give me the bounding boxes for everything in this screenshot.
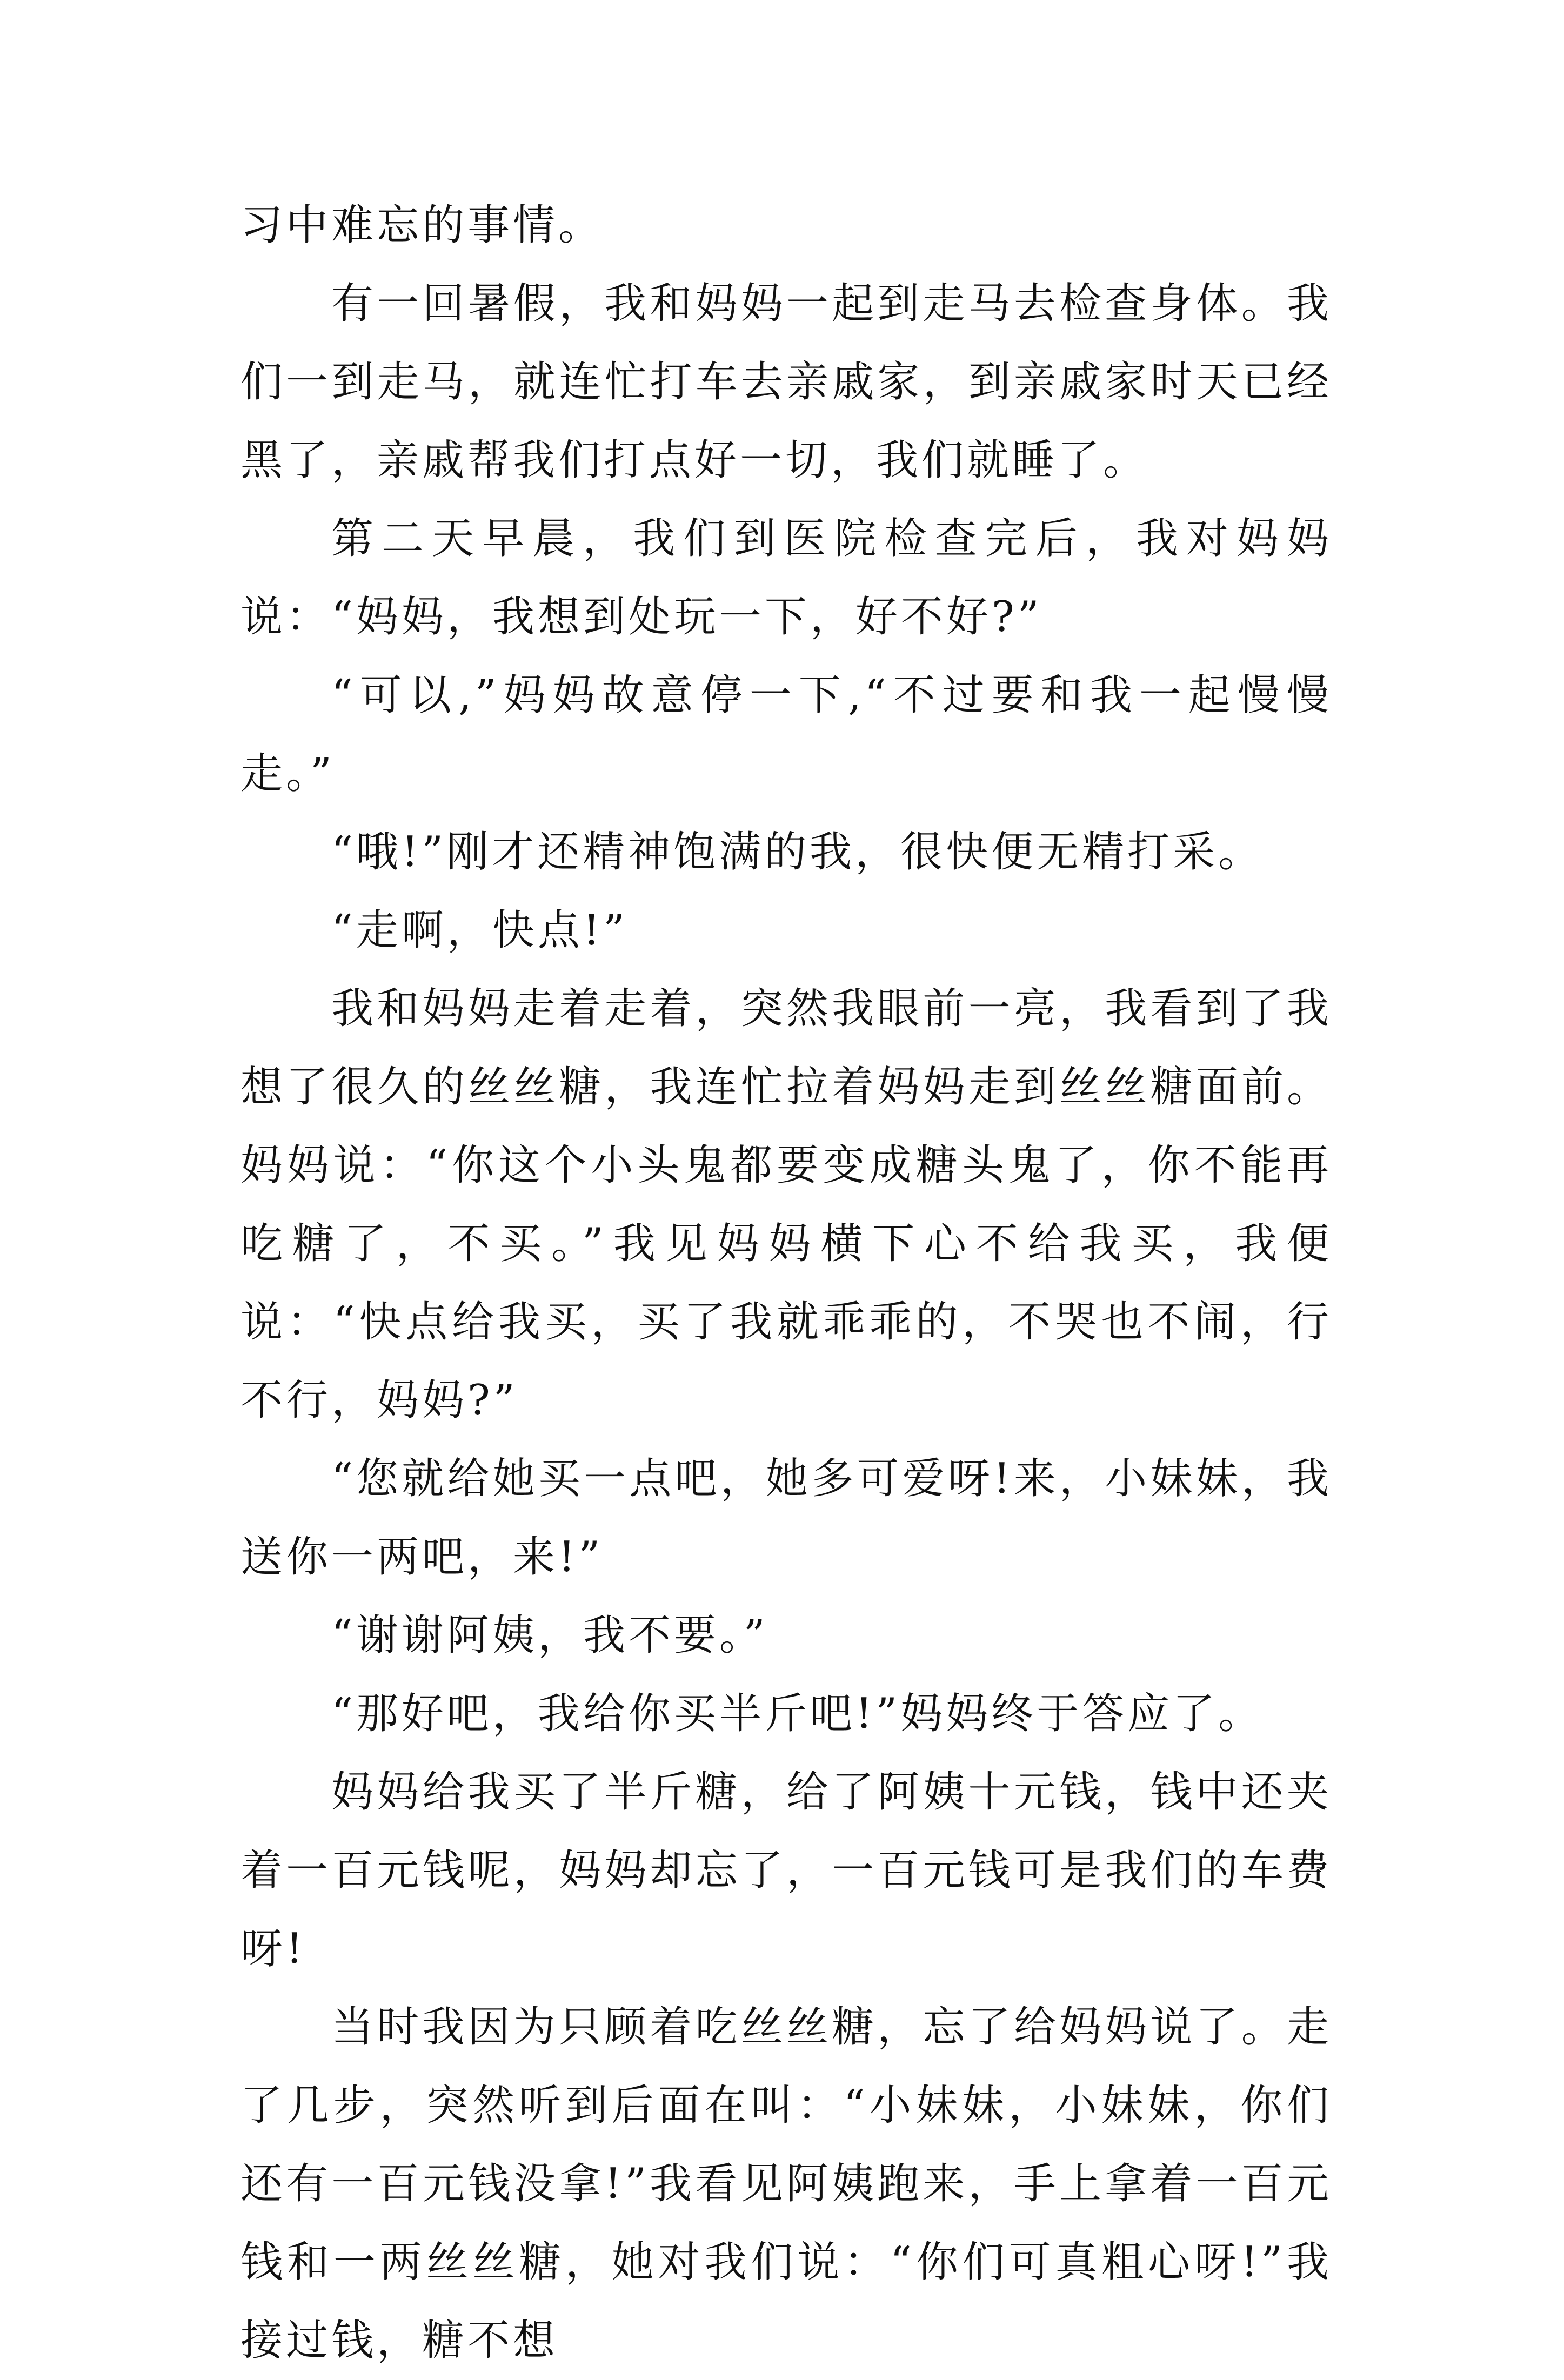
paragraph-7: 我和妈妈走着走着，突然我眼前一亮，我看到了我想了很久的丝丝糖，我连忙拉着妈妈走到丝丝糖面前。妈妈说：“你这个小头鬼都要变成糖头鬼了，你不能再吃糖了，不买。”我见妈妈横下心不给我买，我便说：“快点给我买，买了我就乖乖的，不哭也不闹，行不行，妈妈?” (240, 984, 1332, 1425)
paragraph-5: “哦!”刚才还精神饱满的我，很快便无精打采。 (331, 828, 1264, 876)
paragraph-9: “谢谢阿姨，我不要。” (331, 1611, 768, 1660)
paragraph-3: 第二天早晨，我们到医院检查完后，我对妈妈说：“妈妈，我想到处玩一下，好不好?” (240, 514, 1332, 641)
paragraph-12: 当时我因为只顾着吃丝丝糖，忘了给妈妈说了。走了几步，突然听到后面在叫：“小妹妹，小妹妹，你们还有一百元钱没拿!”我看见阿姨跑来，手上拿着一百元钱和一两丝丝糖，她对我们说：“你们可真粗心呀!”我接过钱，糖不想 (240, 2003, 1332, 2365)
paragraph-1: 习中难忘的事情。 (240, 201, 604, 250)
paragraph-2: 有一回暑假，我和妈妈一起到走马去检查身体。我们一到走马，就连忙打车去亲戚家，到亲戚家时天已经黑了，亲戚帮我们打点好一切，我们就睡了。 (240, 279, 1332, 485)
paragraph-6: “走啊，快点!” (331, 906, 629, 955)
paragraph-4: “可以,”妈妈故意停一下,“不过要和我一起慢慢走。” (240, 671, 1332, 798)
document-body (240, 186, 1332, 2380)
paragraph-8: “您就给她买一点吧，她多可爱呀!来，小妹妹，我送你一两吧，来!” (240, 1454, 1332, 1581)
paragraph-10: “那好吧，我给你买半斤吧!”妈妈终于答应了。 (331, 1690, 1264, 1738)
paragraph-11: 妈妈给我买了半斤糖，给了阿姨十元钱，钱中还夹着一百元钱呢，妈妈却忘了，一百元钱可是我们的车费呀! (240, 1768, 1332, 1973)
